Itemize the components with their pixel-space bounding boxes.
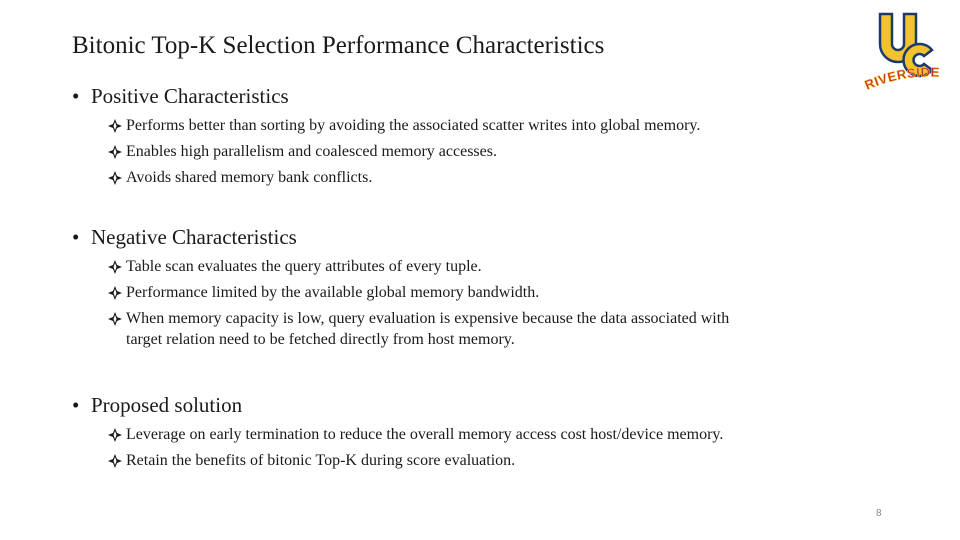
bullet-dot: • (72, 84, 80, 108)
diamond-bullet-icon (108, 428, 122, 442)
diamond-bullet-icon (108, 145, 122, 159)
list-item: Table scan evaluates the query attributes of every tuple. (72, 256, 920, 277)
page-number: 8 (876, 508, 882, 519)
logo-text: RIVERSIDE (862, 64, 941, 93)
list-item: When memory capacity is low, query evaluation is expensive because the data associated with (72, 308, 920, 329)
list-item: Avoids shared memory bank conflicts. (72, 167, 920, 188)
list-item-continuation: target relation need to be fetched directly from host memory. (126, 331, 515, 348)
section-heading: Proposed solution (91, 393, 243, 417)
section-heading: Positive Characteristics (91, 84, 289, 108)
diamond-bullet-icon (108, 312, 122, 326)
list-item: Leverage on early termination to reduce the overall memory access cost host/device memory. (72, 424, 920, 445)
section-positive (72, 83, 920, 193)
list-item: Performance limited by the available global memory bandwidth. (72, 282, 920, 303)
section-heading: Negative Characteristics (91, 225, 297, 249)
list-item: Retain the benefits of bitonic Top-K during score evaluation. (72, 450, 920, 471)
slide-title: Bitonic Top-K Selection Performance Characteristics (72, 32, 605, 59)
diamond-bullet-icon (108, 119, 122, 133)
section-negative (72, 224, 920, 355)
list-item: Enables high parallelism and coalesced memory accesses. (72, 141, 920, 162)
bullet-dot: • (72, 225, 80, 249)
diamond-bullet-icon (108, 286, 122, 300)
diamond-bullet-icon (108, 454, 122, 468)
list-item: Performs better than sorting by avoiding the associated scatter writes into global memory. (72, 115, 920, 136)
diamond-bullet-icon (108, 171, 122, 185)
diamond-bullet-icon (108, 260, 122, 274)
section-proposed (72, 392, 920, 476)
bullet-dot: • (72, 393, 80, 417)
